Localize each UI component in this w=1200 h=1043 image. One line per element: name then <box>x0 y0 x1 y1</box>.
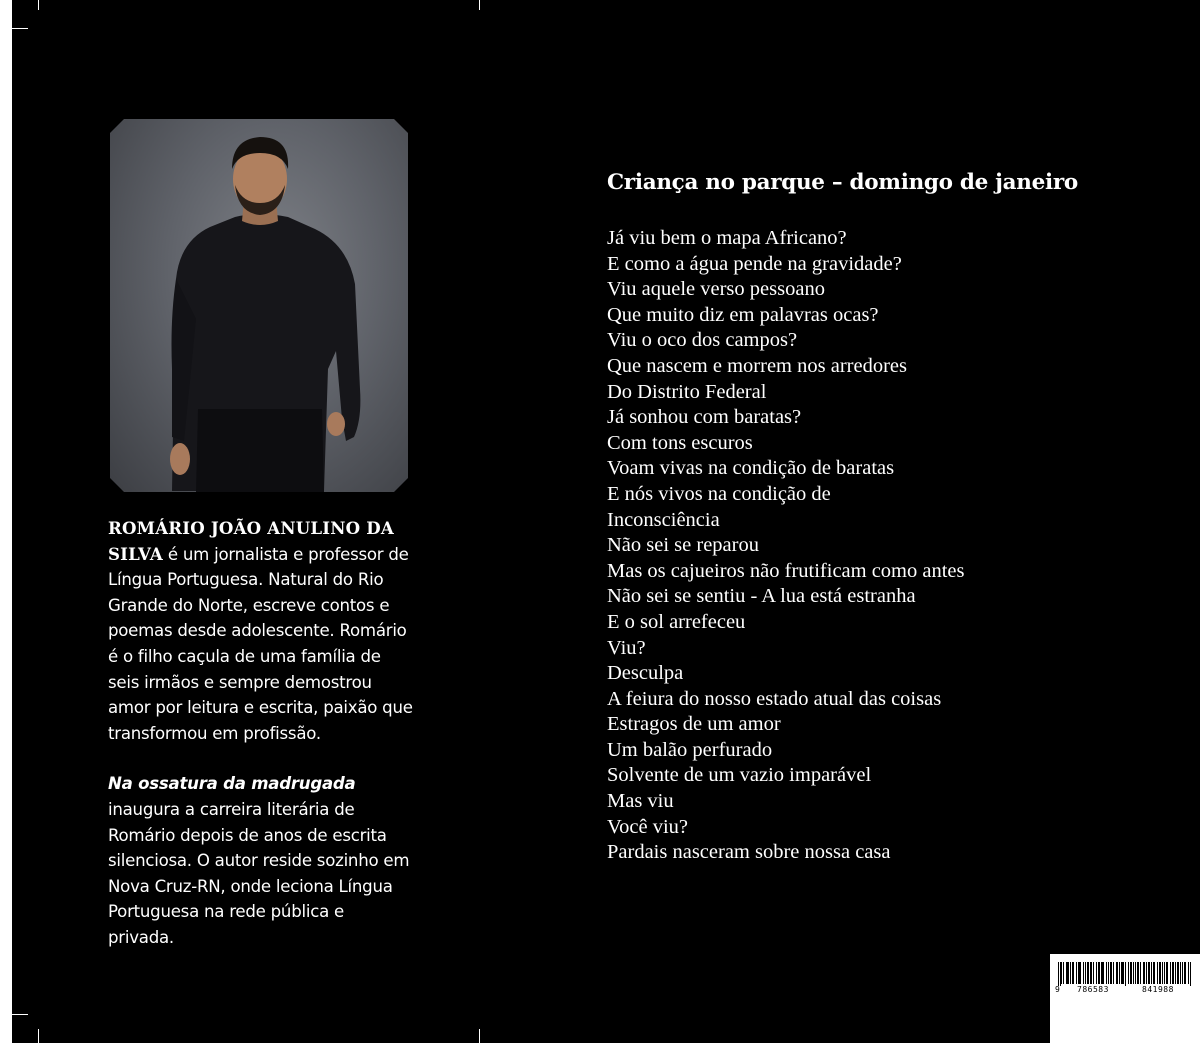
barcode-bar <box>1180 962 1181 984</box>
poem-line: Do Distrito Federal <box>607 380 767 403</box>
barcode-bar <box>1119 962 1120 984</box>
barcode-bar <box>1182 962 1183 984</box>
poem-line: A feiura do nosso estado atual das coisas <box>607 687 942 710</box>
barcode-bar <box>1135 962 1136 984</box>
barcode-bar <box>1167 962 1168 984</box>
crop-mark-top-left <box>0 28 28 29</box>
poem-line: Que nascem e morrem nos arredores <box>607 354 907 377</box>
barcode-bar <box>1091 962 1092 984</box>
barcode-bar <box>1090 962 1091 984</box>
barcode-bars <box>1058 962 1192 986</box>
barcode-digits-right: 841988 <box>1142 985 1174 994</box>
barcode-bar <box>1068 962 1069 984</box>
barcode-bar <box>1122 962 1123 984</box>
barcode-bar <box>1066 962 1067 984</box>
barcode-bar <box>1102 962 1103 984</box>
barcode-bar <box>1137 962 1138 984</box>
barcode-bar <box>1166 962 1167 984</box>
poem-line: Viu aquele verso pessoano <box>607 278 825 301</box>
crop-mark-top-center <box>479 0 480 10</box>
barcode-bar <box>1188 962 1189 984</box>
poem-line: Desculpa <box>607 662 684 685</box>
barcode-bar <box>1146 962 1147 984</box>
barcode-bar <box>1172 962 1173 984</box>
crop-mark-bottom-center <box>479 1029 480 1043</box>
barcode-bar <box>1083 962 1084 984</box>
barcode-bar <box>1173 962 1174 984</box>
barcode-bar <box>1160 962 1161 984</box>
barcode-bar <box>1061 962 1062 984</box>
barcode-bar <box>1131 962 1132 984</box>
crop-mark-bottom-left <box>0 1014 28 1015</box>
author-bio <box>108 516 414 951</box>
barcode-bar <box>1184 962 1185 984</box>
barcode-bar <box>1085 962 1086 984</box>
barcode-bar <box>1178 962 1179 984</box>
poem-line: Com tons escuros <box>607 431 753 454</box>
barcode-bar <box>1164 962 1165 984</box>
barcode-bar <box>1149 962 1150 984</box>
poem-line: Você viu? <box>607 815 689 838</box>
poem-line: E o sol arrefeceu <box>607 610 746 633</box>
poem-line: Que muito diz em palavras ocas? <box>607 303 879 326</box>
poem-line: Voam vivas na condição de baratas <box>607 457 895 480</box>
barcode-bar <box>1177 962 1178 984</box>
poem-line: Estragos de um amor <box>607 713 781 736</box>
barcode-bar <box>1121 962 1122 984</box>
barcode-bar <box>1060 962 1061 986</box>
barcode-digit-first: 9 <box>1055 985 1061 994</box>
barcode-bar <box>1098 962 1099 984</box>
barcode <box>1050 954 1200 1043</box>
barcode-bar <box>1096 962 1097 984</box>
author-bio-paragraph <box>108 516 414 746</box>
barcode-bar <box>1175 962 1176 984</box>
poem-line: Solvente de um vazio imparável <box>607 764 872 787</box>
barcode-bar <box>1148 962 1149 984</box>
barcode-bar <box>1078 962 1079 984</box>
barcode-bar <box>1116 962 1117 984</box>
barcode-bar <box>1117 962 1118 984</box>
barcode-bar <box>1111 962 1112 984</box>
barcode-bar <box>1185 962 1186 984</box>
barcode-bar <box>1170 962 1171 984</box>
barcode-bar <box>1143 962 1144 984</box>
barcode-bar <box>1072 962 1073 984</box>
barcode-bar <box>1067 962 1068 984</box>
barcode-bar <box>1140 962 1141 984</box>
barcode-bar <box>1157 962 1158 984</box>
barcode-bar <box>1123 962 1124 984</box>
poem-line: Inconsciência <box>607 508 720 531</box>
barcode-bar <box>1093 962 1094 984</box>
barcode-bar <box>1144 962 1145 984</box>
barcode-bar <box>1070 962 1071 984</box>
barcode-bar <box>1138 962 1139 984</box>
barcode-bar <box>1058 962 1059 986</box>
barcode-bar <box>1125 962 1126 986</box>
poem-line: Pardais nasceram sobre nossa casa <box>607 841 891 864</box>
poem-line: Mas viu <box>607 790 674 813</box>
poem-line: Viu? <box>607 636 646 659</box>
barcode-bar <box>1151 962 1152 984</box>
barcode-bar <box>1130 962 1131 984</box>
book-title: Na ossatura da madrugada <box>108 774 356 794</box>
poem-title: Criança no parque – domingo de janeiro <box>607 170 1078 195</box>
poem-line: Já sonhou com baratas? <box>607 406 802 429</box>
author-photo <box>110 119 408 492</box>
barcode-digits-left: 786583 <box>1077 985 1109 994</box>
poem-line: Mas os cajueiros não frutificam como antes <box>607 559 965 582</box>
barcode-bar <box>1128 962 1129 984</box>
barcode-bar <box>1108 962 1109 984</box>
poem-line: E nós vivos na condição de <box>607 482 831 505</box>
poem-line: Um balão perfurado <box>607 738 773 761</box>
barcode-bar <box>1101 962 1102 984</box>
barcode-bar <box>1162 962 1163 984</box>
left-bleed-margin <box>0 0 12 1043</box>
poem-line: Não sei se sentiu - A lua está estranha <box>607 585 916 608</box>
barcode-bar <box>1079 962 1080 984</box>
author-bio-text: é um jornalista e professor de Língua Portuguesa. Natural do Rio Grande do Norte, escreve contos e poemas desde adolescente. Romário é o filho caçula de uma família de seis irmãos e sempre demostrou amor por leitura e escrita, paixão que transformou em profissão. <box>108 544 413 743</box>
barcode-bar <box>1103 962 1104 984</box>
poem-line: Não sei se reparou <box>607 534 759 557</box>
crop-mark-top-left-vertical <box>38 0 39 10</box>
barcode-bar <box>1110 962 1111 984</box>
poem-line: Já viu bem o mapa Africano? <box>607 227 847 249</box>
barcode-bar <box>1106 962 1107 984</box>
barcode-bar <box>1080 962 1081 984</box>
barcode-bar <box>1190 962 1191 986</box>
book-description-text: inaugura a carreira literária de Romário depois de anos de escrita silenciosa. O autor reside sozinho em Nova Cruz-RN, onde leciona Língua Portuguesa na rede pública e privada. <box>108 799 410 947</box>
barcode-bar <box>1154 962 1155 984</box>
barcode-bar <box>1063 962 1064 984</box>
barcode-bar <box>1133 962 1134 984</box>
book-description-paragraph <box>108 771 414 950</box>
author-name: ROMÁRIO JOÃO ANULINO DA SILVA <box>108 518 394 564</box>
barcode-bar <box>1073 962 1074 984</box>
poem-line: E como a água pende na gravidade? <box>607 252 902 275</box>
barcode-bar <box>1076 962 1077 984</box>
barcode-bar <box>1087 962 1088 984</box>
barcode-bar <box>1159 962 1160 984</box>
barcode-bar <box>1153 962 1154 984</box>
poem-line: Viu o oco dos campos? <box>607 329 798 352</box>
poem-body <box>607 226 965 866</box>
barcode-bar <box>1088 962 1089 984</box>
barcode-bar <box>1113 962 1114 984</box>
crop-mark-bottom-left-vertical <box>38 1029 39 1043</box>
barcode-bar <box>1099 962 1100 984</box>
